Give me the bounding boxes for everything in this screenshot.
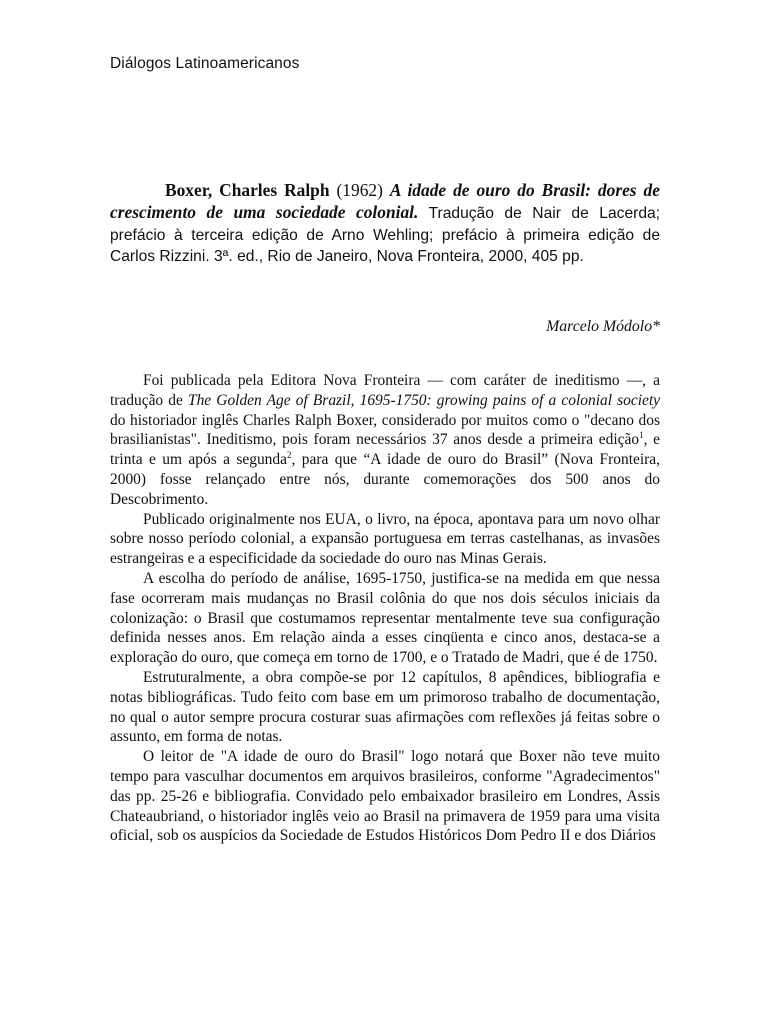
- footnote-ref-2: 2: [286, 450, 292, 461]
- reference-author: Boxer, Charles Ralph: [165, 180, 330, 200]
- paragraph-1-text-d: , para que “A idade de ouro do Brasil” (Nova Fronteira, 2000) fosse relançado entre nós, durante comemorações dos 500 anos do Descobrimento.: [110, 451, 660, 508]
- reference-details: Tradução de Nair de Lacerda; prefácio à terceira edição de Arno Wehling; prefácio à primeira edição de Carlos Rizzini. 3ª. ed., Rio de Janeiro, Nova Fronteira, 2000, 405 pp.: [110, 205, 660, 265]
- paragraph-5: O leitor de "A idade de ouro do Brasil" logo notará que Boxer não teve muito tempo para vasculhar documentos em arquivos brasileiros, conforme "Agradecimentos" das pp. 25-26 e bibliografia. Convidado pelo embaixador brasileiro em Londres, Assis Chateaubriand, o historiador inglês veio ao Brasil na primavera de 1959 para uma visita oficial, sob os auspícios da Sociedade de Estudos Históricos Dom Pedro II e dos Diários: [110, 748, 660, 845]
- paragraph-1: [110, 371, 660, 510]
- running-header: Diálogos Latinoamericanos: [110, 55, 300, 72]
- paragraph-1-text-b: do historiador inglês Charles Ralph Boxer, considerado por muitos como o "decano dos brasilianistas". Ineditismo, pois foram necessários 37 anos desde a primeira edição: [110, 411, 660, 449]
- reference-title: A idade de ouro do Brasil: dores de crescimento de uma sociedade colonial.: [110, 180, 660, 223]
- paragraph-1-text-a: Foi publicada pela Editora Nova Fronteira — com caráter de ineditismo —, a tradução de: [110, 372, 660, 409]
- paragraph-4: Estruturalmente, a obra compõe-se por 12 capítulos, 8 apêndices, bibliografia e notas bibliográficas. Tudo feito com base em um primoroso trabalho de documentação, no qual o autor sempre procura costurar suas afirmações com reflexões já feitas sobre o assunto, em forma de notas.: [110, 668, 660, 746]
- paragraph-3: A escolha do período de análise, 1695-1750, justifica-se na medida em que nessa fase ocorreram mais mudanças no Brasil colônia do que nos dois séculos iniciais da colonização: o Brasil que costumamos representar mentalmente teve sua configuração definida nesses anos. Em relação ainda a esses cinqüenta e cinco anos, destaca-se a exploração do ouro, que começa em torno de 1700, e o Tratado de Madri, que é de 1750.: [110, 569, 660, 667]
- bibliographic-reference: [110, 180, 660, 267]
- paragraph-1-text-c: , e trinta e um após a segunda: [110, 431, 660, 469]
- original-title: The Golden Age of Brazil, 1695-1750: growing pains of a colonial society: [188, 391, 660, 409]
- paragraph-2: Publicado originalmente nos EUA, o livro, na época, apontava para um novo olhar sobre nosso período colonial, a expansão portuguesa em terras castelhanas, as invasões estrangeiras e a especificidade da sociedade do ouro nas Minas Gerais.: [110, 510, 660, 568]
- reference-year: (1962): [329, 180, 390, 200]
- review-body: [110, 371, 660, 846]
- footnote-ref-1: 1: [639, 430, 644, 441]
- review-author: Marcelo Módolo*: [546, 318, 660, 335]
